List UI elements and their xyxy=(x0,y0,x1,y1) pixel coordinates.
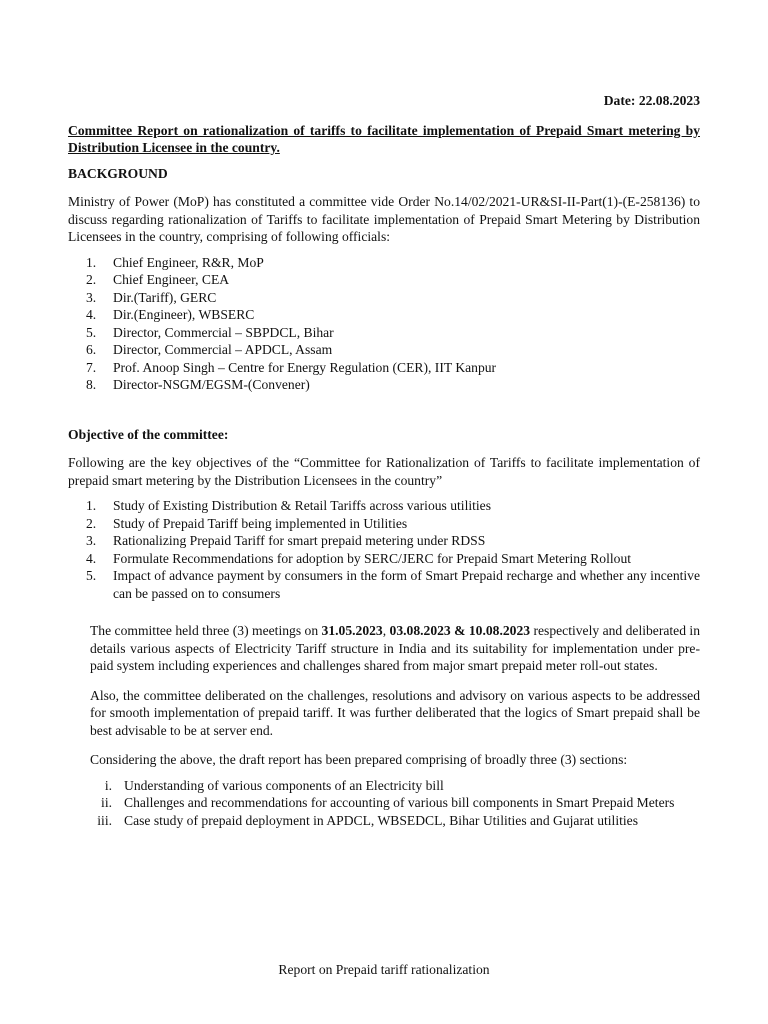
list-item-text: Challenges and recommendations for accounting of various bill components in Smart Prepaid Meters xyxy=(124,795,675,810)
report-title: Committee Report on rationalization of tariffs to facilitate implementation of Prepaid Smart metering by Distribution Licensee in the country. xyxy=(68,122,700,155)
committee-members-list xyxy=(68,254,700,394)
meetings-text-start: The committee held three (3) meetings on xyxy=(90,623,322,638)
list-item xyxy=(68,777,700,795)
list-item-number: i. xyxy=(104,777,112,793)
meeting-date-1: 31.05.2023 xyxy=(321,623,383,638)
list-item-text: Prof. Anoop Singh – Centre for Energy Regulation (CER), IIT Kanpur xyxy=(113,359,497,375)
list-item-text: Chief Engineer, R&R, MoP xyxy=(113,254,264,270)
list-item-number: 1. xyxy=(86,498,97,513)
list-item-number: 2. xyxy=(86,515,97,531)
list-item xyxy=(68,497,700,515)
list-item xyxy=(68,359,700,377)
list-item-text: Case study of prepaid deployment in APDCL, WBSEDCL, Bihar Utilities and Gujarat utilities xyxy=(124,812,638,828)
meetings-paragraph xyxy=(68,622,700,675)
list-item-text: Director, Commercial – APDCL, Assam xyxy=(113,342,333,357)
list-item-number: iii. xyxy=(97,812,112,828)
page-footer: Report on Prepaid tariff rationalization xyxy=(278,962,490,977)
list-item-text: Chief Engineer, CEA xyxy=(113,272,230,287)
list-item xyxy=(68,794,700,812)
list-item-number: 5. xyxy=(86,568,97,583)
meetings-text-end: respectively and deliberated in details various aspects of Electricity Tariff structure in India and its suitability for implementation under pre-paid system including experiences and challenges shared from major smart prepaid meter roll-out states. xyxy=(90,623,700,673)
considering-paragraph: Considering the above, the draft report has been prepared comprising of broadly three (3) sections: xyxy=(90,752,628,767)
list-item xyxy=(68,376,700,394)
list-item-number: 8. xyxy=(86,377,97,392)
also-paragraph: Also, the committee deliberated on the challenges, resolutions and advisory on various aspects to be addressed for smooth implementation of prepaid tariff. It was further deliberated that the logics of Smart prepaid shall be best advisable to be at server end. xyxy=(90,687,700,738)
list-item-text: Understanding of various components of an Electricity bill xyxy=(124,777,444,793)
objective-intro: Following are the key objectives of the “Committee for Rationalization of Tariffs to facilitate implementation of prepaid smart metering by the Distribution Licensees in the country” xyxy=(68,455,700,488)
list-item-text: Formulate Recommendations for adoption by SERC/JERC for Prepaid Smart Metering Rollout xyxy=(113,550,632,566)
list-item xyxy=(68,532,700,550)
list-item xyxy=(68,812,700,830)
list-item-text: Director, Commercial – SBPDCL, Bihar xyxy=(113,324,334,340)
list-item-number: 7. xyxy=(86,359,97,375)
list-item-text: Dir.(Engineer), WBSERC xyxy=(113,307,255,322)
list-item-number: 4. xyxy=(86,307,97,322)
list-item xyxy=(68,324,700,342)
list-item xyxy=(68,306,700,324)
list-item-number: 3. xyxy=(86,289,97,305)
meetings-separator: , xyxy=(382,623,390,638)
background-intro: Ministry of Power (MoP) has constituted a committee vide Order No.14/02/2021-UR&SI-II-Part(1)-(E-258136) to discuss regarding rationalization of Tariffs to facilitate implementation of Prepaid Smart Metering by Distribution Licensees in the country, comprising of following officials: xyxy=(68,194,700,244)
list-item xyxy=(68,515,700,533)
list-item-number: 5. xyxy=(86,324,97,340)
list-item-number: 2. xyxy=(86,272,97,287)
meeting-dates-2-3: 03.08.2023 & 10.08.2023 xyxy=(389,623,531,638)
list-item xyxy=(68,289,700,307)
list-item xyxy=(68,567,700,602)
list-item-number: 1. xyxy=(86,254,97,270)
report-sections-list xyxy=(68,777,700,830)
objective-heading: Objective of the committee: xyxy=(68,426,229,442)
list-item-number: 4. xyxy=(86,550,97,566)
document-body xyxy=(68,92,700,829)
list-item-text: Dir.(Tariff), GERC xyxy=(113,289,217,305)
list-item xyxy=(68,271,700,289)
list-item xyxy=(68,254,700,272)
background-heading: BACKGROUND xyxy=(68,165,168,181)
list-item-text: Study of Existing Distribution & Retail Tariffs across various utilities xyxy=(113,498,492,513)
list-item-number: 3. xyxy=(86,533,97,548)
list-item-text: Director-NSGM/EGSM-(Convener) xyxy=(113,377,310,392)
list-item-text: Rationalizing Prepaid Tariff for smart prepaid metering under RDSS xyxy=(113,533,486,548)
list-item-text: Impact of advance payment by consumers in the form of Smart Prepaid recharge and whether any incentive can be passed on to consumers xyxy=(113,568,700,601)
objectives-list xyxy=(68,497,700,602)
report-date: Date: 22.08.2023 xyxy=(603,93,700,108)
list-item-number: ii. xyxy=(101,795,112,810)
list-item xyxy=(68,550,700,568)
list-item xyxy=(68,341,700,359)
list-item-text: Study of Prepaid Tariff being implemented in Utilities xyxy=(113,515,408,531)
list-item-number: 6. xyxy=(86,342,97,357)
